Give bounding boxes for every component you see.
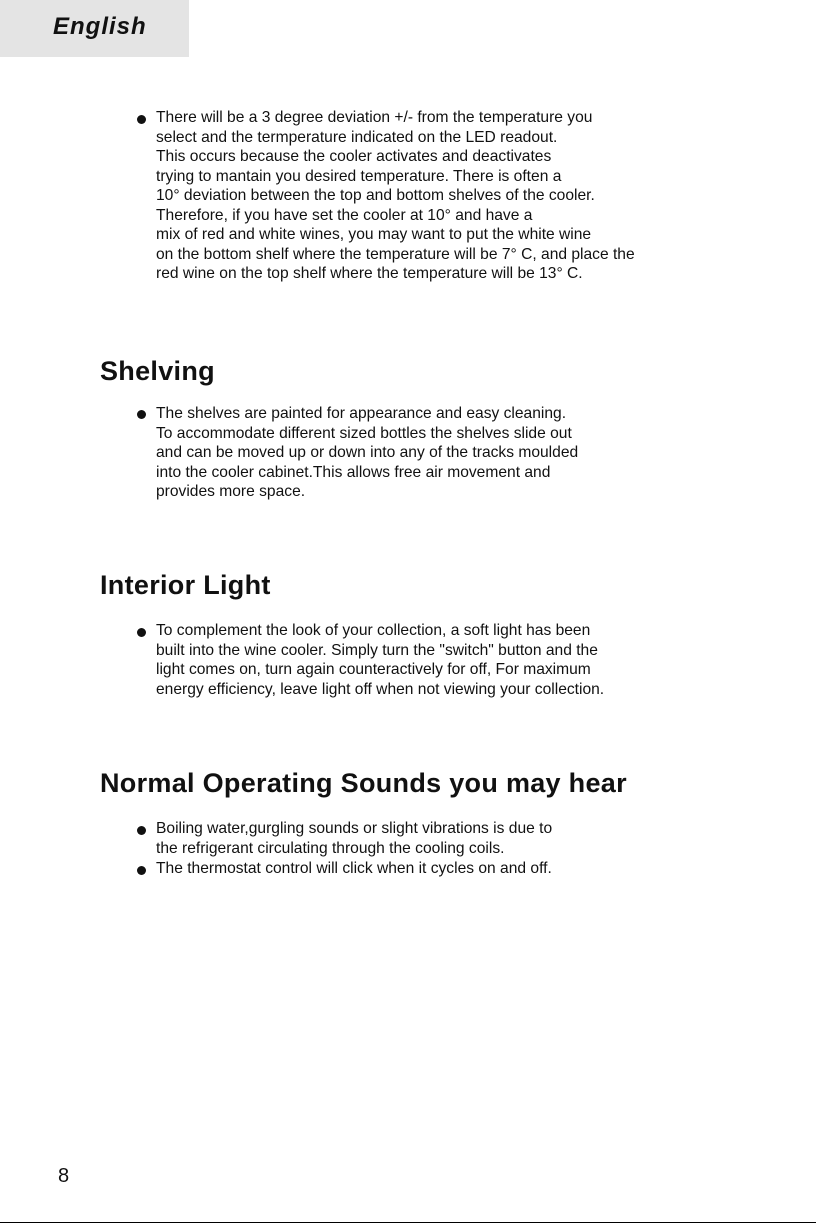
paragraph-line: Boiling water,gurgling sounds or slight vibrations is due to <box>156 820 553 837</box>
paragraph-line: There will be a 3 degree deviation +/- from the temperature you <box>156 109 593 126</box>
paragraph-line: built into the wine cooler. Simply turn the "switch" button and the <box>156 641 598 659</box>
paragraph-line: To complement the look of your collection, a soft light has been <box>156 622 591 639</box>
paragraph-line: This occurs because the cooler activates and deactivates <box>156 148 552 165</box>
page-number: 8 <box>58 1165 70 1187</box>
bullet-dot <box>137 826 146 835</box>
paragraph-line: trying to mantain you desired temperature. There is often a <box>156 167 562 185</box>
paragraph-line: the refrigerant circulating through the cooling coils. <box>156 839 505 857</box>
paragraph-line: To accommodate different sized bottles the shelves slide out <box>156 424 572 442</box>
paragraph-line: energy efficiency, leave light off when not viewing your collection. <box>156 680 605 698</box>
paragraph-line: mix of red and white wines, you may want to put the white wine <box>156 226 592 243</box>
paragraph-line: and can be moved up or down into any of the tracks moulded <box>156 444 579 461</box>
interior-light-heading: Interior Light <box>100 570 271 600</box>
paragraph-line: red wine on the top shelf where the temperature will be 13° C. <box>156 265 583 282</box>
bottom-divider <box>0 1222 816 1223</box>
temperature-deviation-paragraph <box>156 108 635 284</box>
shelving-paragraph <box>156 404 578 502</box>
bullet-dot <box>137 115 146 124</box>
operating-sounds-heading: Normal Operating Sounds you may hear <box>100 768 627 798</box>
paragraph-line: on the bottom shelf where the temperature will be 7° C, and place the <box>156 245 635 263</box>
paragraph-line: Therefore, if you have set the cooler at 10° and have a <box>156 206 533 224</box>
paragraph-line: into the cooler cabinet.This allows free air movement and <box>156 463 551 481</box>
language-tab <box>0 0 189 57</box>
paragraph-line: provides more space. <box>156 483 306 500</box>
thermostat-paragraph <box>156 859 552 879</box>
bullet-dot <box>137 866 146 875</box>
paragraph-line: select and the termperature indicated on the LED readout. <box>156 128 558 146</box>
paragraph-line: The shelves are painted for appearance and easy cleaning. <box>156 405 567 422</box>
bullet-dot <box>137 628 146 637</box>
bullet-dot <box>137 410 146 419</box>
interior-light-paragraph <box>156 621 604 699</box>
operating-sounds-paragraph <box>156 819 552 858</box>
paragraph-line: The thermostat control will click when it cycles on and off. <box>156 860 552 877</box>
shelving-heading: Shelving <box>100 356 215 386</box>
paragraph-line: 10° deviation between the top and bottom shelves of the cooler. <box>156 187 595 204</box>
paragraph-line: light comes on, turn again counteractively for off, For maximum <box>156 661 591 678</box>
language-tab-label: English <box>53 13 147 40</box>
